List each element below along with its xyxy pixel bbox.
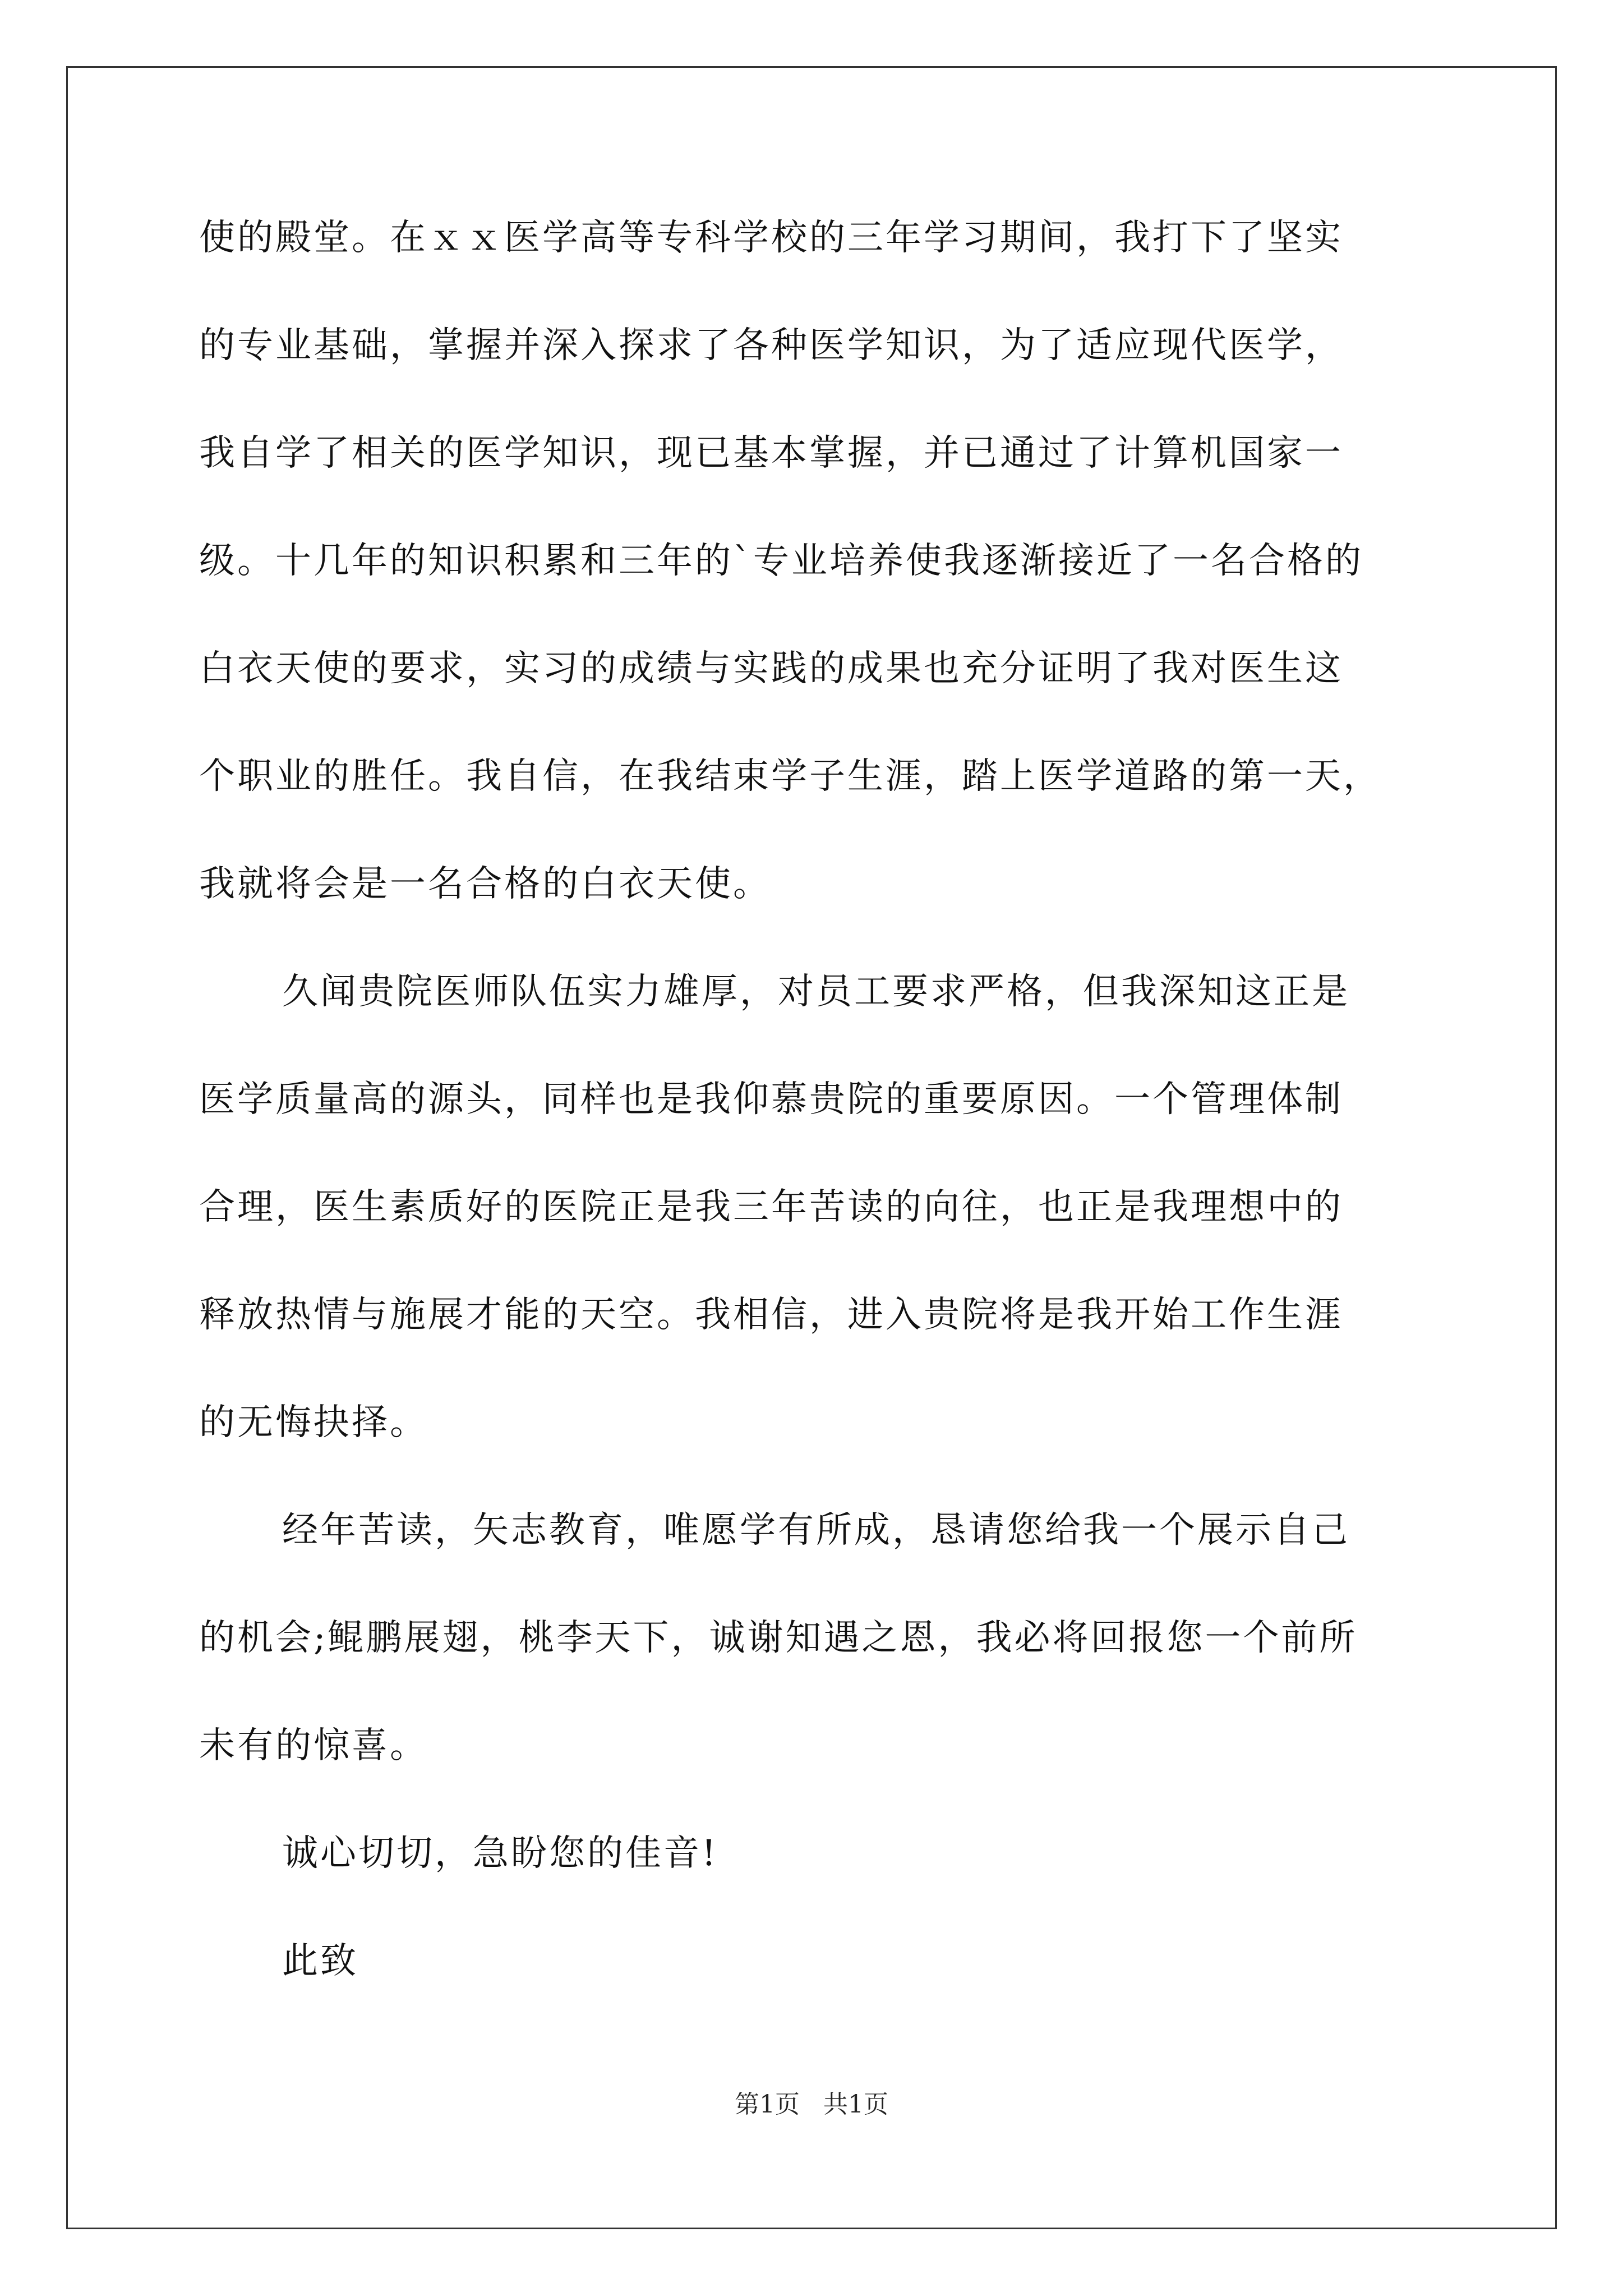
- body-line: 的无悔抉择。: [199, 1402, 428, 1443]
- body-line: 个职业的胜任。我自信，在我结束学子生涯，踏上医学道路的第一天，: [199, 756, 1381, 797]
- body-line: 的专业基础，掌握并深入探求了各种医学知识，为了适应现代医学，: [199, 325, 1343, 366]
- body-line: 我自学了相关的医学知识，现已基本掌握，并已通过了计算机国家一: [199, 432, 1343, 474]
- body-line: 级。十几年的知识积累和三年的`专业培养使我逐渐接近了一名合格的: [199, 540, 1363, 582]
- letter-body: [199, 217, 1427, 2051]
- salutation-line: 此致: [282, 1940, 358, 1982]
- body-line: 合理，医生素质好的医院正是我三年苦读的向往，也正是我理想中的: [199, 1186, 1343, 1228]
- body-line: 医学质量高的源头，同样也是我仰慕贵院的重要原因。一个管理体制: [199, 1079, 1343, 1120]
- body-line: 的机会;鲲鹏展翅，桃李天下，诚谢知遇之恩，我必将回报您一个前所: [199, 1617, 1358, 1659]
- body-line: 未有的惊喜。: [199, 1725, 428, 1766]
- body-line: 使的殿堂。在ｘｘ医学高等专科学校的三年学习期间，我打下了坚实: [199, 217, 1343, 259]
- body-line: 我就将会是一名合格的白衣天使。: [199, 863, 771, 905]
- closing-line: 诚心切切，急盼您的佳音!: [282, 1833, 718, 1874]
- page-footer: 第1页 共1页: [735, 2090, 888, 2119]
- body-line: 白衣天使的要求，实习的成绩与实践的成果也充分证明了我对医生这: [199, 648, 1343, 689]
- paragraph-first-line: 久闻贵院医师队伍实力雄厚，对员工要求严格，但我深知这正是: [282, 971, 1350, 1013]
- body-line: 释放热情与施展才能的天空。我相信，进入贵院将是我开始工作生涯: [199, 1294, 1343, 1336]
- paragraph-first-line: 经年苦读，矢志教育，唯愿学有所成，恳请您给我一个展示自己: [282, 1510, 1350, 1551]
